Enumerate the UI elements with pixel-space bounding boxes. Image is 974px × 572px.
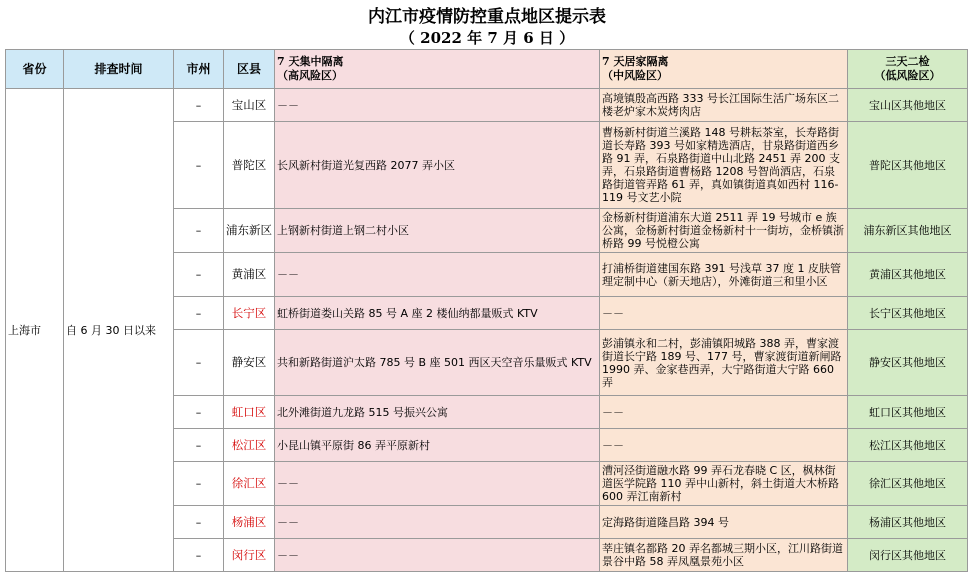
table-row [6,89,968,122]
city-cell: – [174,396,224,429]
page-subtitle: （ 2022 年 7 月 6 日 ） [399,29,575,47]
header-high-line2: （高风险区） [277,69,343,82]
header-province: 省份 [6,50,64,89]
district-cell: 长宁区 [224,297,275,330]
header-mid-line2: （中风险区） [602,69,668,82]
high-risk-cell: －－ [275,253,600,297]
low-risk-cell: 杨浦区其他地区 [848,506,968,539]
high-risk-cell: 小昆山镇平原街 86 弄平原新村 [275,429,600,462]
city-cell: – [174,506,224,539]
header-city: 市州 [174,50,224,89]
mid-risk-cell: －－ [600,297,848,330]
high-risk-cell: 共和新路街道沪太路 785 号 B 座 501 西区天空音乐量贩式 KTV [275,330,600,396]
city-cell: – [174,297,224,330]
high-risk-cell: －－ [275,506,600,539]
district-cell: 虹口区 [224,396,275,429]
district-cell: 杨浦区 [224,506,275,539]
mid-risk-cell: 打浦桥街道建国东路 391 号浅草 37 度 1 皮肤管理定制中心（新天地店），外滩街道三和里小区 [600,253,848,297]
high-risk-cell: －－ [275,462,600,506]
header-low-line2: （低风险区） [874,69,941,82]
low-risk-cell: 虹口区其他地区 [848,396,968,429]
high-risk-cell: 北外滩街道九龙路 515 号振兴公寓 [275,396,600,429]
header-district: 区县 [224,50,275,89]
city-cell: – [174,429,224,462]
city-cell: – [174,209,224,253]
header-mid-line1: 7 天居家隔离 [602,55,669,68]
high-risk-cell: 长风新村街道光复西路 2077 弄小区 [275,122,600,209]
low-risk-cell: 松江区其他地区 [848,429,968,462]
district-cell: 闵行区 [224,539,275,572]
district-cell: 黄浦区 [224,253,275,297]
risk-area-table [5,49,968,572]
district-cell: 普陀区 [224,122,275,209]
city-cell: – [174,462,224,506]
header-low-line1: 三天二检 [885,55,930,68]
page-title: 内江市疫情防控重点地区提示表 [368,7,606,27]
mid-risk-cell: 漕河泾街道融水路 99 弄石龙春晓 C 区，枫林街道医学院路 110 弄中山新村，斜土街道大木桥路 600 弄江南新村 [600,462,848,506]
district-cell: 松江区 [224,429,275,462]
mid-risk-cell: －－ [600,429,848,462]
high-risk-cell: 上钢新村街道上钢二村小区 [275,209,600,253]
city-cell: – [174,330,224,396]
low-risk-cell: 徐汇区其他地区 [848,462,968,506]
mid-risk-cell: 莘庄镇名都路 20 弄名都城三期小区，江川路街道景谷中路 58 弄凤凰景苑小区 [600,539,848,572]
district-cell: 浦东新区 [224,209,275,253]
low-risk-cell: 静安区其他地区 [848,330,968,396]
city-cell: – [174,539,224,572]
mid-risk-cell: 高境镇殷高西路 333 号长江国际生活广场东区二楼老炉家木炭烤肉店 [600,89,848,122]
low-risk-cell: 闵行区其他地区 [848,539,968,572]
low-risk-cell: 浦东新区其他地区 [848,209,968,253]
district-cell: 宝山区 [224,89,275,122]
mid-risk-cell: 彭浦镇永和二村，彭浦镇阳城路 388 弄，曹家渡街道长宁路 189 号、177 号，曹家渡街道新闸路 1990 弄、金家巷西弄，大宁路街道大宁路 660 弄 [600,330,848,396]
table-header-row [6,50,968,89]
district-cell: 静安区 [224,330,275,396]
city-cell: – [174,122,224,209]
district-cell: 徐汇区 [224,462,275,506]
city-cell: – [174,253,224,297]
high-risk-cell: －－ [275,539,600,572]
header-mid-risk [600,50,848,89]
low-risk-cell: 普陀区其他地区 [848,122,968,209]
mid-risk-cell: 金杨新村街道浦东大道 2511 弄 19 号城市 e 族公寓，金杨新村街道金杨新村十一街坊，金桥镇浙桥路 99 号悦橙公寓 [600,209,848,253]
high-risk-cell: 虹桥街道娄山关路 85 号 A 座 2 楼仙纳都量贩式 KTV [275,297,600,330]
mid-risk-cell: 定海路街道隆昌路 394 号 [600,506,848,539]
header-high-line1: 7 天集中隔离 [277,55,344,68]
high-risk-cell: －－ [275,89,600,122]
low-risk-cell: 黄浦区其他地区 [848,253,968,297]
header-high-risk [275,50,600,89]
header-time: 排查时间 [64,50,174,89]
low-risk-cell: 宝山区其他地区 [848,89,968,122]
city-cell: – [174,89,224,122]
province-cell: 上海市 [6,89,64,572]
time-cell: 自 6 月 30 日以来 [64,89,174,572]
mid-risk-cell: 曹杨新村街道兰溪路 148 号耕耘茶室，长寿路街道长寿路 393 号如家精选酒店，甘泉路街道西乡路 91 弄，石泉路街道中山北路 2451 弄 200 支弄，石泉路街道曹杨路 1208 号智尚酒店，石泉路街道管弄路 61 弄，真如镇街道真如西村 116-119 号文艺小院 [600,122,848,209]
mid-risk-cell: －－ [600,396,848,429]
low-risk-cell: 长宁区其他地区 [848,297,968,330]
header-low-risk [848,50,968,89]
